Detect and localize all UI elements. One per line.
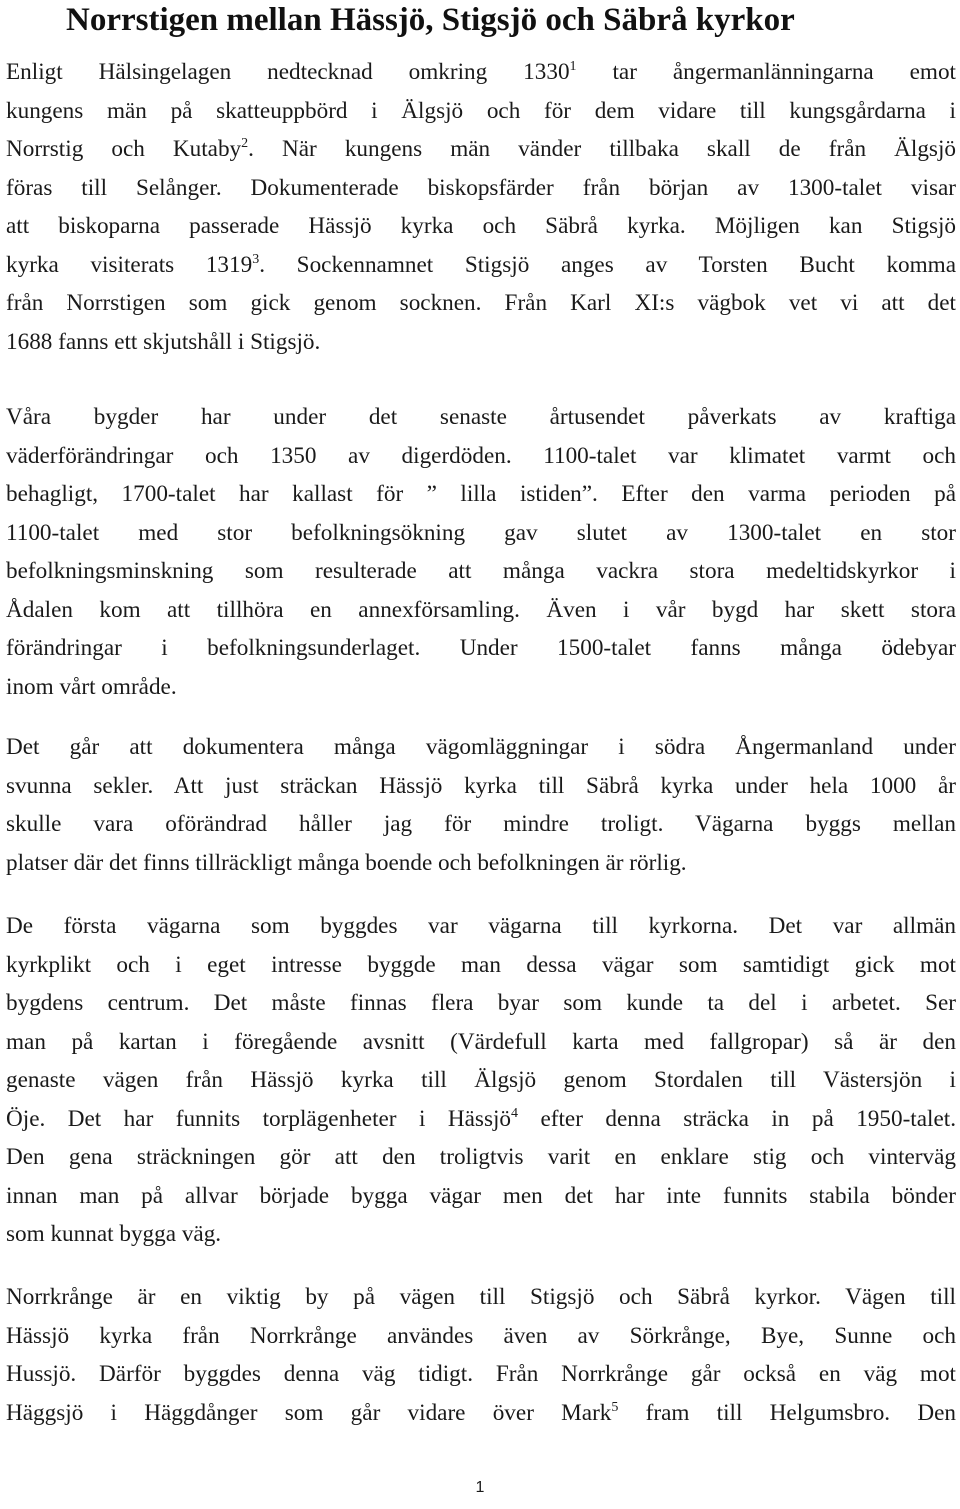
text-segment: 1100-talet med stor befolkningsökning gav slutet av 1300-talet en stor xyxy=(6,519,956,546)
text-line xyxy=(6,946,956,985)
text-segment: fram till Helgumsbro. Den xyxy=(618,1399,956,1426)
text-line xyxy=(6,907,956,946)
text-segment: väderförändringar och 1350 av digerdöden. 1100-talet var klimatet varmt och xyxy=(6,442,956,469)
text-segment: inom vårt område. xyxy=(6,673,177,700)
text-line xyxy=(6,767,956,806)
text-segment: Det går att dokumentera många vägomläggningar i södra Ångermanland under xyxy=(6,734,956,760)
text-line xyxy=(6,130,956,169)
text-segment: Hussjö. Därför byggdes denna väg tidigt. Från Norrkrånge går också en väg mot xyxy=(6,1361,956,1387)
text-segment: förändringar i befolkningsunderlaget. Under 1500-talet fanns många ödebyar xyxy=(6,635,956,661)
text-segment: Enligt Hälsingelagen nedtecknad omkring 1330 xyxy=(6,59,570,85)
footnote-reference: 3 xyxy=(252,251,260,267)
text-line xyxy=(6,1394,956,1433)
text-segment: kungens män på skatteuppbörd i Älgsjö och för dem vidare till kungsgårdarna i xyxy=(6,97,956,124)
paragraph xyxy=(6,53,956,361)
footnote-reference: 5 xyxy=(611,1399,619,1415)
text-segment: föras till Selånger. Dokumenterade biskopsfärder från början av 1300-talet visar xyxy=(6,174,956,201)
text-segment: att biskoparna passerade Hässjö kyrka och Säbrå kyrka. Möjligen kan Stigsjö xyxy=(6,213,956,239)
text-line xyxy=(6,398,956,437)
text-segment: tar ångermanlänningarna emot xyxy=(576,59,956,85)
text-line xyxy=(6,323,956,362)
text-line xyxy=(6,1100,956,1139)
text-line xyxy=(6,169,956,208)
footnote-reference: 4 xyxy=(511,1105,519,1121)
text-line xyxy=(6,844,956,883)
text-segment: Häggsjö i Häggdånger som går vidare över Mark xyxy=(6,1399,612,1426)
text-line xyxy=(6,552,956,591)
text-segment: befolkningsminskning som resulterade att många vackra stora medeltidskyrkor i xyxy=(6,558,956,584)
text-line xyxy=(6,805,956,844)
text-line xyxy=(6,984,956,1023)
text-segment: . När kungens män vänder tillbaka skall de från Älgsjö xyxy=(248,136,956,162)
text-segment: genaste vägen från Hässjö kyrka till Älgsjö genom Stordalen till Västersjön i xyxy=(6,1067,956,1093)
text-line xyxy=(6,207,956,246)
text-line xyxy=(6,475,956,514)
text-line xyxy=(6,1138,956,1177)
paragraph xyxy=(6,907,956,1254)
text-segment: skulle vara oförändrad håller jag för mindre troligt. Vägarna byggs mellan xyxy=(6,811,956,837)
text-segment: som kunnat bygga väg. xyxy=(6,1221,222,1247)
footnote-reference: 1 xyxy=(569,59,577,74)
text-segment: bygdens centrum. Det måste finnas flera byar som kunde ta del i arbetet. Ser xyxy=(6,990,956,1016)
text-segment: man på kartan i föregående avsnitt (Värdefull karta med fallgropar) så är den xyxy=(6,1028,956,1055)
text-segment: behagligt, 1700-talet har kallast för ” lilla istiden”. Efter den varma perioden på xyxy=(6,481,956,507)
text-segment: Den gena sträckningen gör att den troligtvis varit en enklare stig och vinterväg xyxy=(6,1144,956,1170)
text-line xyxy=(6,53,956,92)
text-line xyxy=(6,1278,956,1317)
text-segment: Hässjö kyrka från Norrkrånge användes även av Sörkrånge, Bye, Sunne och xyxy=(6,1322,956,1349)
text-segment: efter denna sträcka in på 1950-talet. xyxy=(518,1105,956,1132)
text-segment: De första vägarna som byggdes var vägarna till kyrkorna. Det var allmän xyxy=(6,913,956,939)
text-line xyxy=(6,591,956,630)
text-segment: Norrstig och Kutaby xyxy=(6,136,242,162)
text-segment: kyrkplikt och i eget intresse byggde man dessa vägar som samtidigt gick mot xyxy=(6,951,956,978)
text-segment: innan man på allvar började bygga vägar men det har inte funnits stabila bönder xyxy=(6,1182,956,1209)
text-segment: svunna sekler. Att just sträckan Hässjö kyrka till Säbrå kyrka under hela 1000 år xyxy=(6,772,956,799)
text-line xyxy=(6,629,956,668)
text-line xyxy=(6,284,956,323)
text-line xyxy=(6,246,956,285)
text-segment: Våra bygder har under det senaste årtusendet påverkats av kraftiga xyxy=(6,404,956,430)
text-line xyxy=(6,728,956,767)
text-segment: . Sockennamnet Stigsjö anges av Torsten Bucht komma xyxy=(259,251,956,278)
text-line xyxy=(6,92,956,131)
text-line xyxy=(6,1355,956,1394)
text-segment: Norrkrånge är en viktig by på vägen till Stigsjö och Säbrå kyrkor. Vägen till xyxy=(6,1284,956,1310)
text-line xyxy=(6,437,956,476)
text-segment: Öje. Det har funnits torplägenheter i Hässjö xyxy=(6,1105,512,1132)
text-segment: platser där det finns tillräckligt många boende och befolkningen är rörlig. xyxy=(6,849,687,876)
text-line xyxy=(6,668,956,707)
paragraph xyxy=(6,398,956,706)
text-line xyxy=(6,514,956,553)
text-segment: från Norrstigen som gick genom socknen. Från Karl XI:s vägbok vet vi att det xyxy=(6,290,956,316)
text-line xyxy=(6,1177,956,1216)
footnote-reference: 2 xyxy=(241,136,249,151)
paragraph xyxy=(6,1278,956,1432)
text-line xyxy=(6,1317,956,1356)
text-line xyxy=(6,1023,956,1062)
page-title: Norrstigen mellan Hässjö, Stigsjö och Säbrå kyrkor xyxy=(66,2,795,38)
text-line xyxy=(6,1215,956,1254)
text-segment: 1688 fanns ett skjutshåll i Stigsjö. xyxy=(6,328,321,355)
text-line xyxy=(6,1061,956,1100)
paragraph xyxy=(6,728,956,882)
text-segment: kyrka visiterats 1319 xyxy=(6,251,253,278)
text-segment: Ådalen kom att tillhöra en annexförsamling. Även i vår bygd har skett stora xyxy=(6,596,956,623)
page-number: 1 xyxy=(475,1479,485,1496)
